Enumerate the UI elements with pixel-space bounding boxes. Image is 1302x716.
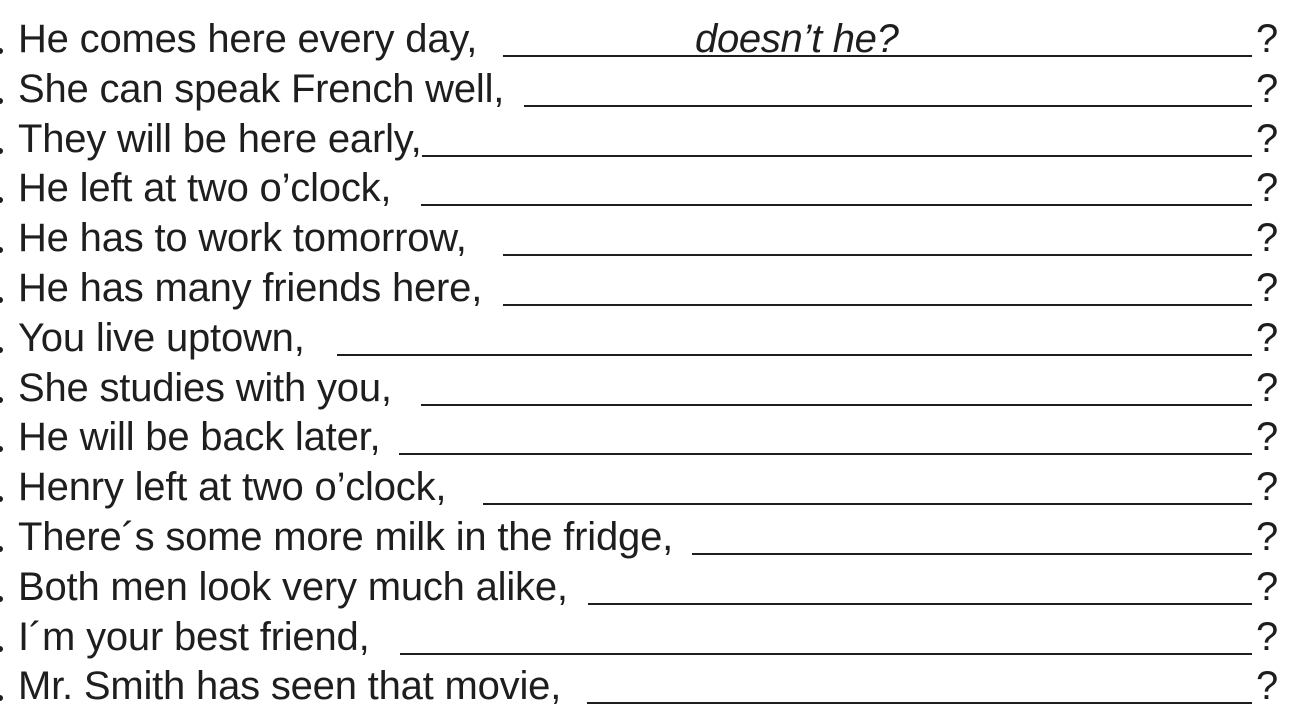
- bullet-dot: [0, 695, 3, 701]
- bullet-dot: [0, 446, 3, 452]
- question-mark: ?: [1256, 166, 1279, 211]
- answer-blank-line[interactable]: [483, 503, 1252, 505]
- sentence-prompt: He comes here every day,: [18, 17, 478, 61]
- exercise-row-9: [0, 413, 1302, 463]
- question-mark: ?: [1256, 614, 1279, 659]
- bullet-dot: [0, 546, 3, 552]
- bullet-dot: [0, 247, 3, 253]
- bullet-dot: [0, 496, 3, 502]
- answer-blank-line[interactable]: [422, 155, 1252, 157]
- sentence-prompt: You live uptown,: [18, 315, 305, 360]
- bullet-dot: [0, 596, 3, 602]
- answer-blank-line[interactable]: [587, 702, 1252, 704]
- exercise-row-4: [0, 164, 1302, 214]
- answer-blank-line[interactable]: [503, 304, 1252, 306]
- answer-blank-line[interactable]: [421, 404, 1252, 406]
- question-mark: ?: [1256, 514, 1279, 559]
- bullet-dot: [0, 397, 3, 403]
- sentence-prompt: He has many friends here,: [18, 265, 483, 310]
- sentence-prompt: She can speak French well,: [18, 66, 505, 111]
- exercise-row-13: [0, 613, 1302, 663]
- question-mark: ?: [1256, 116, 1279, 161]
- bullet-dot: [0, 48, 3, 54]
- exercise-row-12: [0, 563, 1302, 613]
- exercise-row-7: [0, 314, 1302, 364]
- sentence-prompt: I´m your best friend,: [18, 614, 370, 659]
- question-mark: ?: [1256, 415, 1279, 460]
- question-mark: ?: [1256, 66, 1279, 111]
- exercise-row-8: [0, 364, 1302, 414]
- answer-blank-line[interactable]: [524, 105, 1252, 107]
- question-mark: ?: [1256, 465, 1279, 510]
- bullet-dot: [0, 646, 3, 652]
- question-mark: ?: [1256, 664, 1279, 709]
- sentence-prompt: Mr. Smith has seen that movie,: [18, 664, 562, 709]
- exercise-row-2: [0, 65, 1302, 115]
- sentence-prompt: Both men look very much alike,: [18, 564, 568, 609]
- sentence-prompt: He will be back later,: [18, 415, 381, 460]
- exercise-row-5: [0, 214, 1302, 264]
- question-mark: ?: [1256, 365, 1279, 410]
- example-answer: doesn’t he?: [695, 17, 899, 61]
- exercise-row-3: [0, 115, 1302, 165]
- answer-blank-line[interactable]: [399, 453, 1252, 455]
- exercise-row-14: [0, 662, 1302, 712]
- exercise-row-11: [0, 513, 1302, 563]
- answer-blank-line[interactable]: [337, 354, 1252, 356]
- question-mark: ?: [1256, 265, 1279, 310]
- bullet-dot: [0, 297, 3, 303]
- sentence-prompt: He left at two o’clock,: [18, 166, 392, 211]
- tag-question-worksheet: [0, 15, 1302, 712]
- exercise-row-1: [0, 15, 1302, 65]
- answer-blank-line[interactable]: [421, 204, 1252, 206]
- question-mark: ?: [1256, 216, 1279, 261]
- bullet-dot: [0, 98, 3, 104]
- sentence-prompt: There´s some more milk in the fridge,: [18, 514, 674, 559]
- question-mark: ?: [1256, 315, 1279, 360]
- sentence-prompt: They will be here early,: [18, 116, 422, 161]
- sentence-prompt: He has to work tomorrow,: [18, 216, 467, 261]
- answer-blank-line[interactable]: [503, 254, 1252, 256]
- exercise-row-10: [0, 463, 1302, 513]
- sentence-prompt: Henry left at two o’clock,: [18, 465, 447, 510]
- question-mark: ?: [1256, 564, 1279, 609]
- bullet-dot: [0, 347, 3, 353]
- answer-blank-line[interactable]: [692, 553, 1252, 555]
- answer-blank-line[interactable]: [588, 603, 1252, 605]
- exercise-row-6: [0, 264, 1302, 314]
- question-mark: ?: [1256, 17, 1279, 61]
- sentence-prompt: She studies with you,: [18, 365, 392, 410]
- bullet-dot: [0, 148, 3, 154]
- bullet-dot: [0, 197, 3, 203]
- answer-blank-line[interactable]: [400, 653, 1252, 655]
